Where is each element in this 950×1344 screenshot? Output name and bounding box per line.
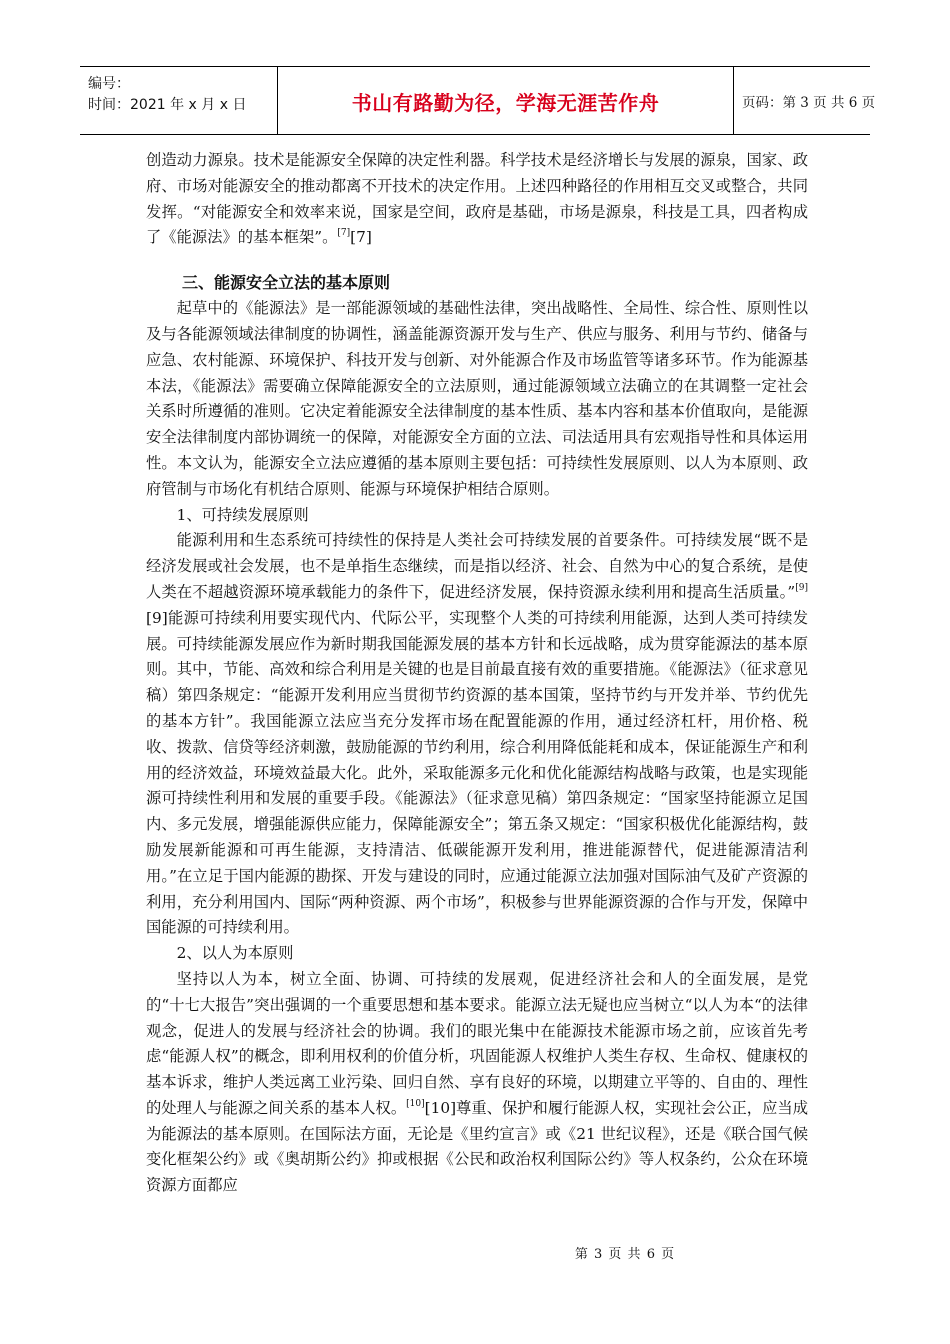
citation-10-superscript[interactable]: [10] — [406, 1098, 425, 1109]
header-motto-cell — [278, 67, 734, 134]
header-meta-cell — [80, 67, 278, 134]
subsection-1-title: 1、可持续发展原则 — [176, 505, 309, 524]
intro-text: 创造动力源泉。技术是能源安全保障的决定性利器。科学技术是经济增长与发展的源泉，国家、政府、市场对能源安全的推动都离不开技术的决定作用。上述四种路径的作用相互交叉或整合，共同发挥。“对能源安全和效率来说，国家是空间，政府是基础，市场是源泉，科技是工具，四者构成了《能源法》的基本框架”。 — [146, 151, 808, 247]
citation-7-text: [7] — [350, 228, 372, 247]
section-paragraph: 起草中的《能源法》是一部能源领域的基础性法律，突出战略性、全局性、综合性、原则性以及与各能源领域法律制度的协调性，涵盖能源资源开发与生产、供应与服务、利用与节约、储备与应急、农村能源、环境保护、科技开发与创新、对外能源合作及市场监管等诸多环节。作为能源基本法，《能源法》需要确立保障能源安全的立法原则，通过能源领域立法确立的在其调整一定社会关系时所遵循的准则。它决定着能源安全法律制度的基本性质、基本内容和基本价值取向，是能源安全法律制度内部协调统一的保障，对能源安全方面的立法、司法适用具有宏观指导性和具体运用性。本文认为，能源安全立法应遵循的基本原则主要包括：可持续性发展原则、以人为本原则、政府管制与市场化有机结合原则、能源与环境保护相结合原则。 — [146, 299, 808, 498]
citation-9-superscript[interactable]: [9] — [795, 582, 808, 593]
header-page-cell — [734, 67, 876, 134]
citation-7-superscript[interactable]: [7] — [337, 228, 351, 239]
subsection-1-text-a: 能源利用和生态系统可持续性的保持是人类社会可持续发展的首要条件。可持续发展“既不是经济发展或社会发展，也不是单指生态继续，而是指以经济、社会、自然为中心的复合系统，是使人类在不超越资源环境承载能力的条件下，促进经济发展，保持资源永续利用和提高生活质量。” — [146, 531, 808, 601]
document-body — [146, 148, 808, 1199]
subsection-2-title: 2、以人为本原则 — [176, 944, 294, 963]
footer-page-number: 第 3 页 共 6 页 — [574, 1247, 676, 1262]
subsection-1-paragraph — [146, 528, 808, 941]
document-number-label: 编号： — [88, 76, 130, 92]
page-header — [80, 66, 876, 135]
page-footer — [0, 1243, 950, 1262]
subsection-2-text-a: 坚持以人为本，树立全面、协调、可持续的发展观，促进经济社会和人的全面发展，是党的“十七大报告”突出强调的一个重要思想和基本要求。能源立法无疑也应当树立“以人为本“的法律观念，促进人的发展与经济社会的协调。我们的眼光集中在能源技术能源市场之前，应该首先考虑“能源人权”的概念，即利用权利的价值分析，巩固能源人权维护人类生存权、生命权、健康权的基本诉求，维护人类远离工业污染、回归自然、享有良好的环境，以期建立平等的、自由的、理性的处理人与能源之间关系的基本人权。 — [146, 969, 808, 1117]
intro-paragraph — [146, 148, 808, 251]
header-page-info: 页码：第 3 页 共 6 页 — [742, 95, 876, 111]
header-motto: 书山有路勤为径，学海无涯苦作舟 — [351, 91, 660, 115]
subsection-1-text-b: [9]能源可持续利用要实现代内、代际公平，实现整个人类的可持续利用能源，达到人类可持续发展。可持续能源发展应作为新时期我国能源发展的基本方针和长远战略，成为贯穿能源法的基本原则。其中，节能、高效和综合利用是关键的也是目前最直接有效的重要措施。《能源法》（征求意见稿）第四条规定：“能源开发利用应当贯彻节约资源的基本国策，坚持节约与开发并举、节约优先的基本方针”。我国能源立法应当充分发挥市场在配置能源的作用，通过经济杠杆，用价格、税收、拨款、信贷等经济刺激，鼓励能源的节约利用，综合利用降低能耗和成本，保证能源生产和利用的经济效益，环境效益最大化。此外，采取能源多元化和优化能源结构战略与政策，也是实现能源可持续性利用和发展的重要手段。《能源法》（征求意见稿）第四条规定：“国家坚持能源立足国内、多元发展，增强能源供应能力，保障能源安全”；第五条又规定：“国家积极优化能源结构，鼓励发展新能源和可再生能源，支持清洁、低碳能源开发利用，推进能源替代，促进能源清洁利用。”在立足于国内能源的勘探、开发与建设的同时，应通过能源立法加强对国际油气及矿产资源的利用，充分利用国内、国际“两种资源、两个市场”，积极参与世界能源资源的合作与开发，保障中国能源的可持续利用。 — [146, 608, 808, 937]
subsection-2-text-b: [10]尊重、保护和履行能源人权，实现社会公正，应当成为能源法的基本原则。在国际法方面，无论是《里约宣言》或《21 世纪议程》，还是《联合国气候变化框架公约》或《奥胡斯公约》抑或根据《公民和政治权利国际公约》等人权条约，公众在环境资源方面都应 — [146, 1098, 808, 1195]
document-date-label: 时间：2021 年 x 月 x 日 — [88, 97, 247, 113]
section-title: 三、能源安全立法的基本原则 — [182, 273, 391, 293]
subsection-2-paragraph — [146, 967, 808, 1199]
